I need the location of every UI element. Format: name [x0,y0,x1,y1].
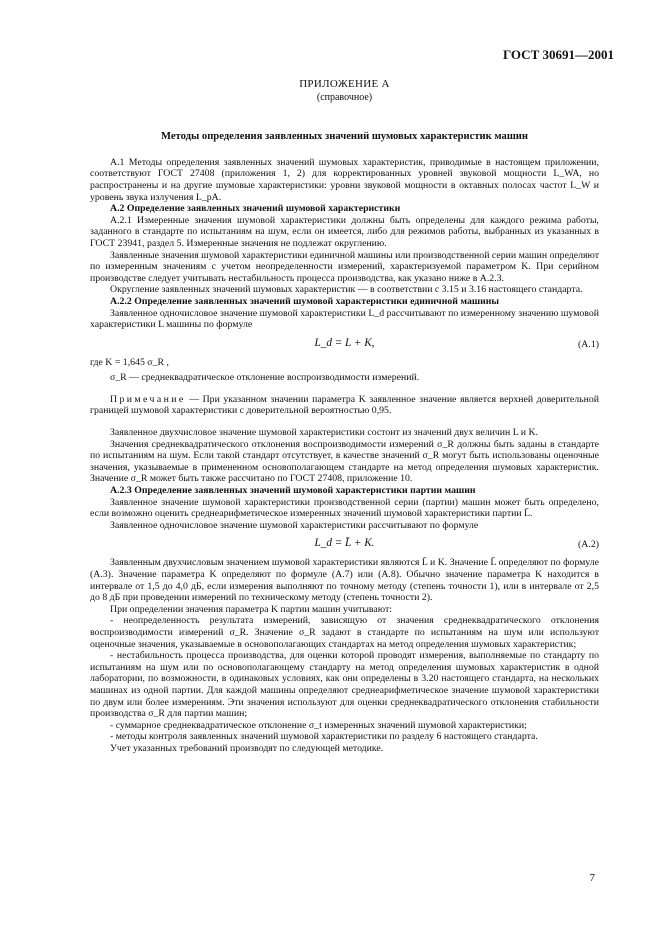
formula-a2-expression: L_d = L̄ + K. [314,537,375,550]
standard-header: ГОСТ 30691—2001 [502,47,614,62]
paragraph-a1: А.1 Методы определения заявленных значений шумовых характеристик, приводимые в настоящем приложении, соответствуют ГОСТ 27408 (приложения 1, 2) для корректированных уровней звуковой мощности L_WA, но распространены и на другие шумовые характеристики: уровни звуковой мощности в октавных полосах частот L_W и уровень звука излучения L_pA. [90,156,599,203]
paragraph-sigma-values: Значения среднеквадратического отклонения воспроизводимости измерений σ_R должны быть заданы в стандарте по испытаниям на шум. Если такой стандарт отсутствует, в качестве значений σ_R могут быть использованы оценочные значения, указываемые в примененном основополагающем стандарте на метод определения шумовых характеристик. Значение σ_R может быть также рассчитано по ГОСТ 27408, приложение 10. [90,438,599,485]
paragraph-a23d: При определении значения параметра K партии машин учитывают: [110,603,392,615]
page-content [90,73,599,755]
paragraph-a23b: Заявленное одночисловое значение шумовой характеристики рассчитывают по формуле [110,519,479,531]
heading-a2: А.2 Определение заявленных значений шумовой характеристики [110,203,401,215]
formula-a2-number: (А.2) [578,539,599,551]
formula-a1-number: (А.1) [578,338,599,350]
bullet-item-4: - методы контроля заявленных значений шумовой характеристики по разделу 6 настоящего стандарта. [110,731,538,743]
formula-a1-expression: L_d = L + K, [314,336,375,349]
bullet-item-3: - суммарное среднеквадратическое отклонение σ_t измеренных значений шумовой характеристики; [110,719,527,731]
bullet-item-1: - неопределенность результата измерений, зависящую от значения среднеквадратического отклонения воспроизводимости измерений σ_R. Значение σ_R задают в стандарте по испытаниям на шум или используют оценочные значения, указываемые в основополагающих стандартах на метод определения шумовых характеристик; [90,615,599,650]
bullet-item-2: - нестабильность процесса производства, для оценки которой проводят измерения, выполняемые по стандарту по испытаниям на шум или по основополагающему стандарту на метод определения шумовых характеристик в одной лаборатории, по возможности, в одинаковых условиях, как они определены в 3.20 настоящего стандарта, на нескольких машинах из одной партии. Для каждой машины определяют среднеарифметическое значение шумовой характеристики по двум или более измерениям. Эти значения используют для оценки среднеквадратического отклонения стабильности производства σ_R для партии машин; [90,650,599,720]
formula-a2 [90,536,599,553]
paragraph-a22: Заявленное одночисловое значение шумовой характеристики L_d рассчитывают по измеренному значению шумовой характеристики L машины по формуле [90,307,599,331]
note [90,394,599,417]
paragraph-a21: А.2.1 Измеренные значения шумовой характеристики должны быть определены для каждого режима работы, заданного в стандарте по испытаниям на шум, если он имеется, либо для режимов работы, выбранных из указанных в ГОСТ 23941, раздел 5. Измеренные значения не подлежат округлению. [90,214,599,249]
heading-a22: А.2.2 Определение заявленных значений шумовой характеристики единичной машины [110,295,500,307]
where-k: где K = 1,645 σ_R , [90,356,169,368]
appendix-title: ПРИЛОЖЕНИЕ А [299,78,390,90]
heading-a23: А.2.3 Определение заявленных значений шумовой характеристики партии машин [110,485,476,497]
formula-a1 [90,336,599,353]
paragraph-two-number: Заявленное двухчисловое значение шумовой характеристики состоит из значений двух величин L и K. [110,427,539,439]
note-text: — При указанном значении параметра K заявленное значение является верхней доверительной границей шумовой характеристики с доверительной вероятностью 0,95. [90,393,599,417]
paragraph-a21c: Округление заявленных значений шумовых характеристик — в соответствии с 3.15 и 3.16 настоящего стандарта. [110,284,583,296]
final-paragraph: Учет указанных требований производят по следующей методике. [110,742,384,754]
sigma-definition: σ_R — среднеквадратическое отклонение воспроизводимости измерений. [110,372,420,384]
document-title: Методы определения заявленных значений шумовых характеристик машин [161,131,528,143]
appendix-subtitle: (справочное) [316,91,373,103]
paragraph-a21b: Заявленные значения шумовой характеристики единичной машины или производственной серии машин определяют по измеренным значениям с учетом неопределенности измерений, характеризуемой параметром K. При серийном производстве следует учитывать нестабильность процесса производства, как указано ниже в А.2.3. [90,249,599,284]
paragraph-a23: Заявленное значение шумовой характеристики производственной серии (партии) машин может быть определено, если возможно оценить среднеарифметическое измеренных значений шумовой характеристики партии L̄. [90,496,599,520]
page-number: 7 [589,872,595,884]
paragraph-a23c: Заявленным двухчисловым значением шумовой характеристики являются L̄ и K. Значение L̄ определяют по формуле (А.3). Значение параметра K определяют по формуле (А.7) или (А.8). Обычно значение параметра K находится в интервале от 1,5 до 4,0 дБ, если измерения выполняют по точному методу (степень точности 1), или в интервале от 2,5 до 8 дБ при проведении измерений по техническому методу (степень точности 2). [90,557,599,604]
note-label: Примечание [110,393,186,405]
